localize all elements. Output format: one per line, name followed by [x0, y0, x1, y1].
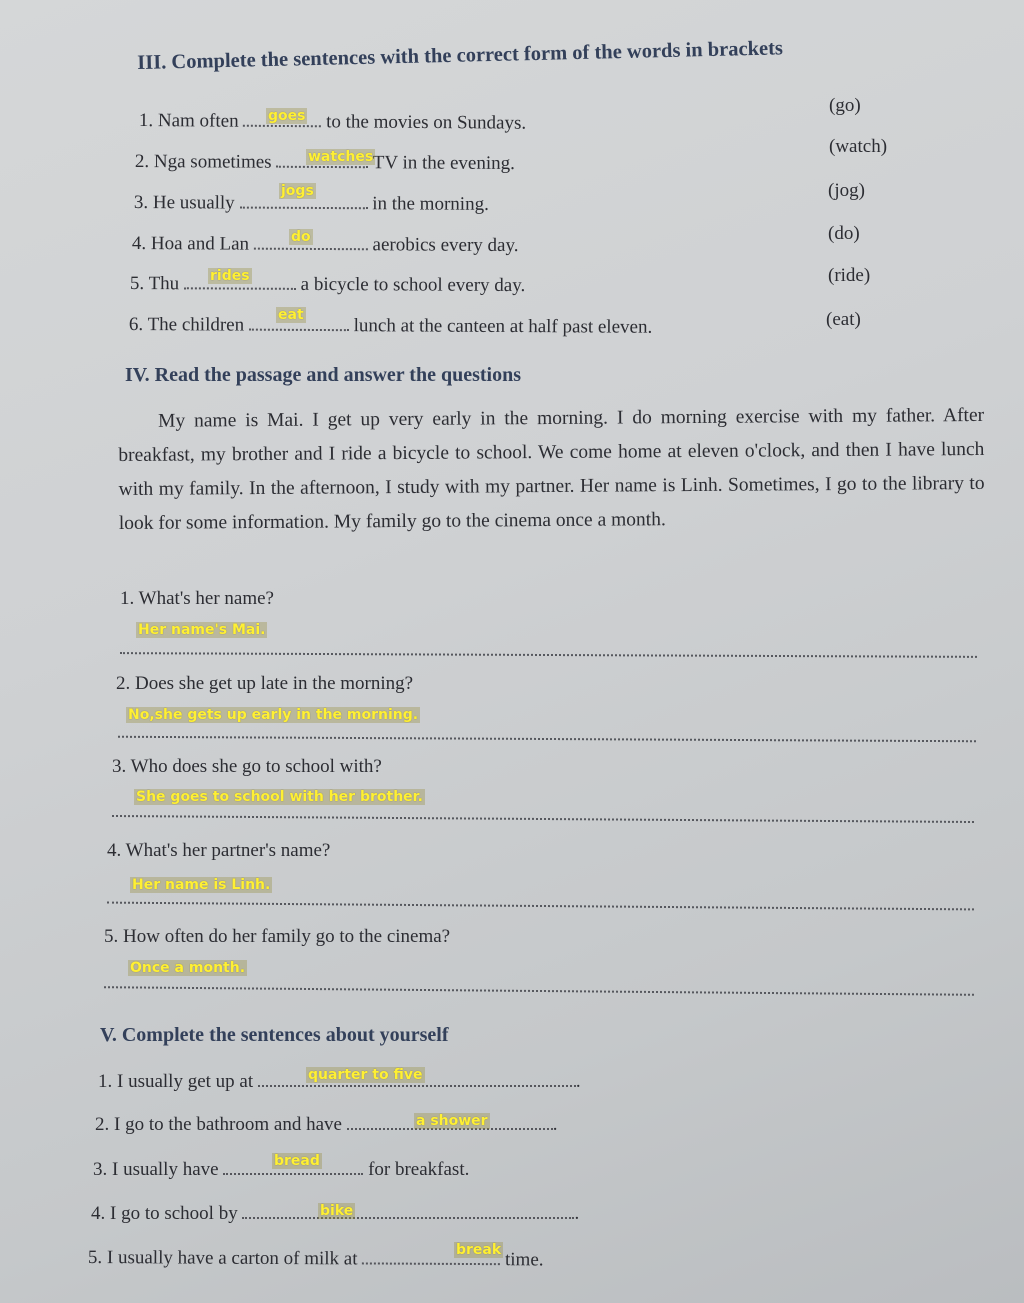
- item-number: 6.: [128, 313, 144, 336]
- s3-hint-1: (go): [829, 95, 861, 116]
- question-text: Who does she go to school with?: [130, 756, 382, 777]
- s3-item-5: [130, 269, 525, 297]
- item-text-after: .: [575, 1071, 581, 1092]
- s3-hint-6: (eat): [826, 309, 861, 330]
- s3-answer-5: rides: [210, 268, 250, 284]
- question-number: 5.: [104, 926, 119, 947]
- item-text-before: Nga sometimes: [153, 151, 272, 173]
- question-text: What's her name?: [138, 588, 274, 609]
- s4-question-4: [107, 840, 330, 862]
- item-text-before: I go to school by: [110, 1203, 238, 1224]
- s3-item-1: [139, 106, 526, 135]
- item-number: 2.: [95, 1114, 110, 1135]
- answer-line[interactable]: [104, 986, 974, 996]
- s4-question-1: [120, 588, 274, 610]
- item-number: 1.: [138, 109, 154, 132]
- s3-answer-1: goes: [268, 108, 306, 124]
- s4-answer-5: Once a month.: [130, 960, 246, 976]
- item-number: 3.: [93, 1159, 108, 1180]
- s4-answer-1: Her name's Mai.: [138, 622, 266, 638]
- question-text: Does she get up late in the morning?: [135, 673, 414, 694]
- s3-hint-5: (ride): [828, 265, 871, 286]
- s5-answer-1: quarter to five: [308, 1067, 423, 1083]
- section-4-heading: IV. Read the passage and answer the questions: [125, 364, 521, 386]
- s5-answer-5: break: [456, 1242, 502, 1258]
- s4-answer-4: Her name is Linh.: [132, 877, 271, 893]
- item-text-after: in the morning.: [372, 193, 489, 215]
- s5-answer-2: a shower: [416, 1113, 488, 1129]
- answer-line[interactable]: [107, 902, 974, 911]
- s3-hint-4: (do): [828, 223, 860, 244]
- item-text-before: I usually get up at: [117, 1071, 254, 1092]
- item-text-after: lunch at the canteen at half past eleven.: [353, 315, 653, 338]
- item-number: 4.: [131, 232, 147, 255]
- item-number: 3.: [133, 191, 149, 214]
- s4-answer-3: She goes to school with her brother.: [136, 789, 423, 805]
- s5-answer-4: bike: [320, 1203, 354, 1219]
- s3-answer-3: jogs: [281, 183, 314, 199]
- item-text-before: I usually have: [112, 1159, 219, 1180]
- item-text-before: Thu: [148, 273, 180, 295]
- s3-answer-4: do: [291, 229, 311, 245]
- item-text-after: for breakfast.: [368, 1159, 470, 1180]
- s4-question-3: [112, 756, 382, 778]
- s3-item-4: [132, 229, 519, 257]
- item-text-after: a bicycle to school every day.: [300, 273, 526, 297]
- s3-item-6: [129, 310, 652, 339]
- question-number: 2.: [116, 673, 131, 694]
- item-text-before: He usually: [152, 192, 235, 214]
- question-text: How often do her family go to the cinema?: [123, 926, 451, 947]
- question-text: What's her partner's name?: [125, 840, 331, 861]
- item-number: 5.: [87, 1247, 103, 1269]
- s4-answer-2: No,she gets up early in the morning.: [128, 707, 419, 723]
- item-text-before: I usually have a carton of milk at: [106, 1247, 358, 1270]
- item-text-after: TV in the evening.: [372, 152, 515, 174]
- reading-passage: My name is Mai. I get up very early in the morning. I do morning exercise with my father. After breakfast, my brother and I ride a bicycle to school. We come home at eleven o'clock, and then I have lunch with my family. In the afternoon, I study with my partner. Her name is Linh. Sometimes, I go to the library to look for some information. My family go to the cinema once a month.: [118, 404, 985, 534]
- item-number: 5.: [129, 272, 145, 295]
- answer-line[interactable]: [120, 652, 977, 658]
- answer-line[interactable]: [112, 815, 974, 823]
- item-text-before: The children: [147, 314, 245, 336]
- s4-question-2: [116, 673, 413, 695]
- item-number: 2.: [134, 150, 150, 173]
- answer-line[interactable]: [118, 736, 976, 742]
- section-5-heading: V. Complete the sentences about yourself: [100, 1024, 449, 1046]
- item-text-before: I go to the bathroom and have: [114, 1114, 342, 1135]
- s4-question-5: [104, 926, 450, 948]
- question-number: 4.: [107, 840, 122, 861]
- item-number: 4.: [91, 1203, 106, 1224]
- item-text-after: time.: [504, 1249, 544, 1271]
- item-text-before: Hoa and Lan: [150, 233, 250, 255]
- section-3-heading: III. Complete the sentences with the correct form of the words in brackets: [137, 37, 784, 74]
- s3-answer-6: eat: [278, 307, 304, 323]
- s3-hint-3: (jog): [828, 180, 865, 201]
- item-text-after: .: [552, 1114, 558, 1135]
- item-text-after: aerobics every day.: [372, 234, 519, 257]
- answer-blank[interactable]: [242, 1199, 574, 1219]
- s3-hint-2: (watch): [829, 136, 888, 157]
- question-number: 1.: [120, 588, 135, 609]
- s5-answer-3: bread: [274, 1153, 320, 1169]
- s3-answer-2: watches: [308, 149, 374, 165]
- item-text-after: to the movies on Sundays.: [326, 111, 527, 134]
- question-number: 3.: [112, 756, 127, 777]
- item-text-after: .: [574, 1203, 580, 1224]
- item-number: 1.: [98, 1071, 113, 1092]
- item-text-before: Nam often: [157, 110, 239, 132]
